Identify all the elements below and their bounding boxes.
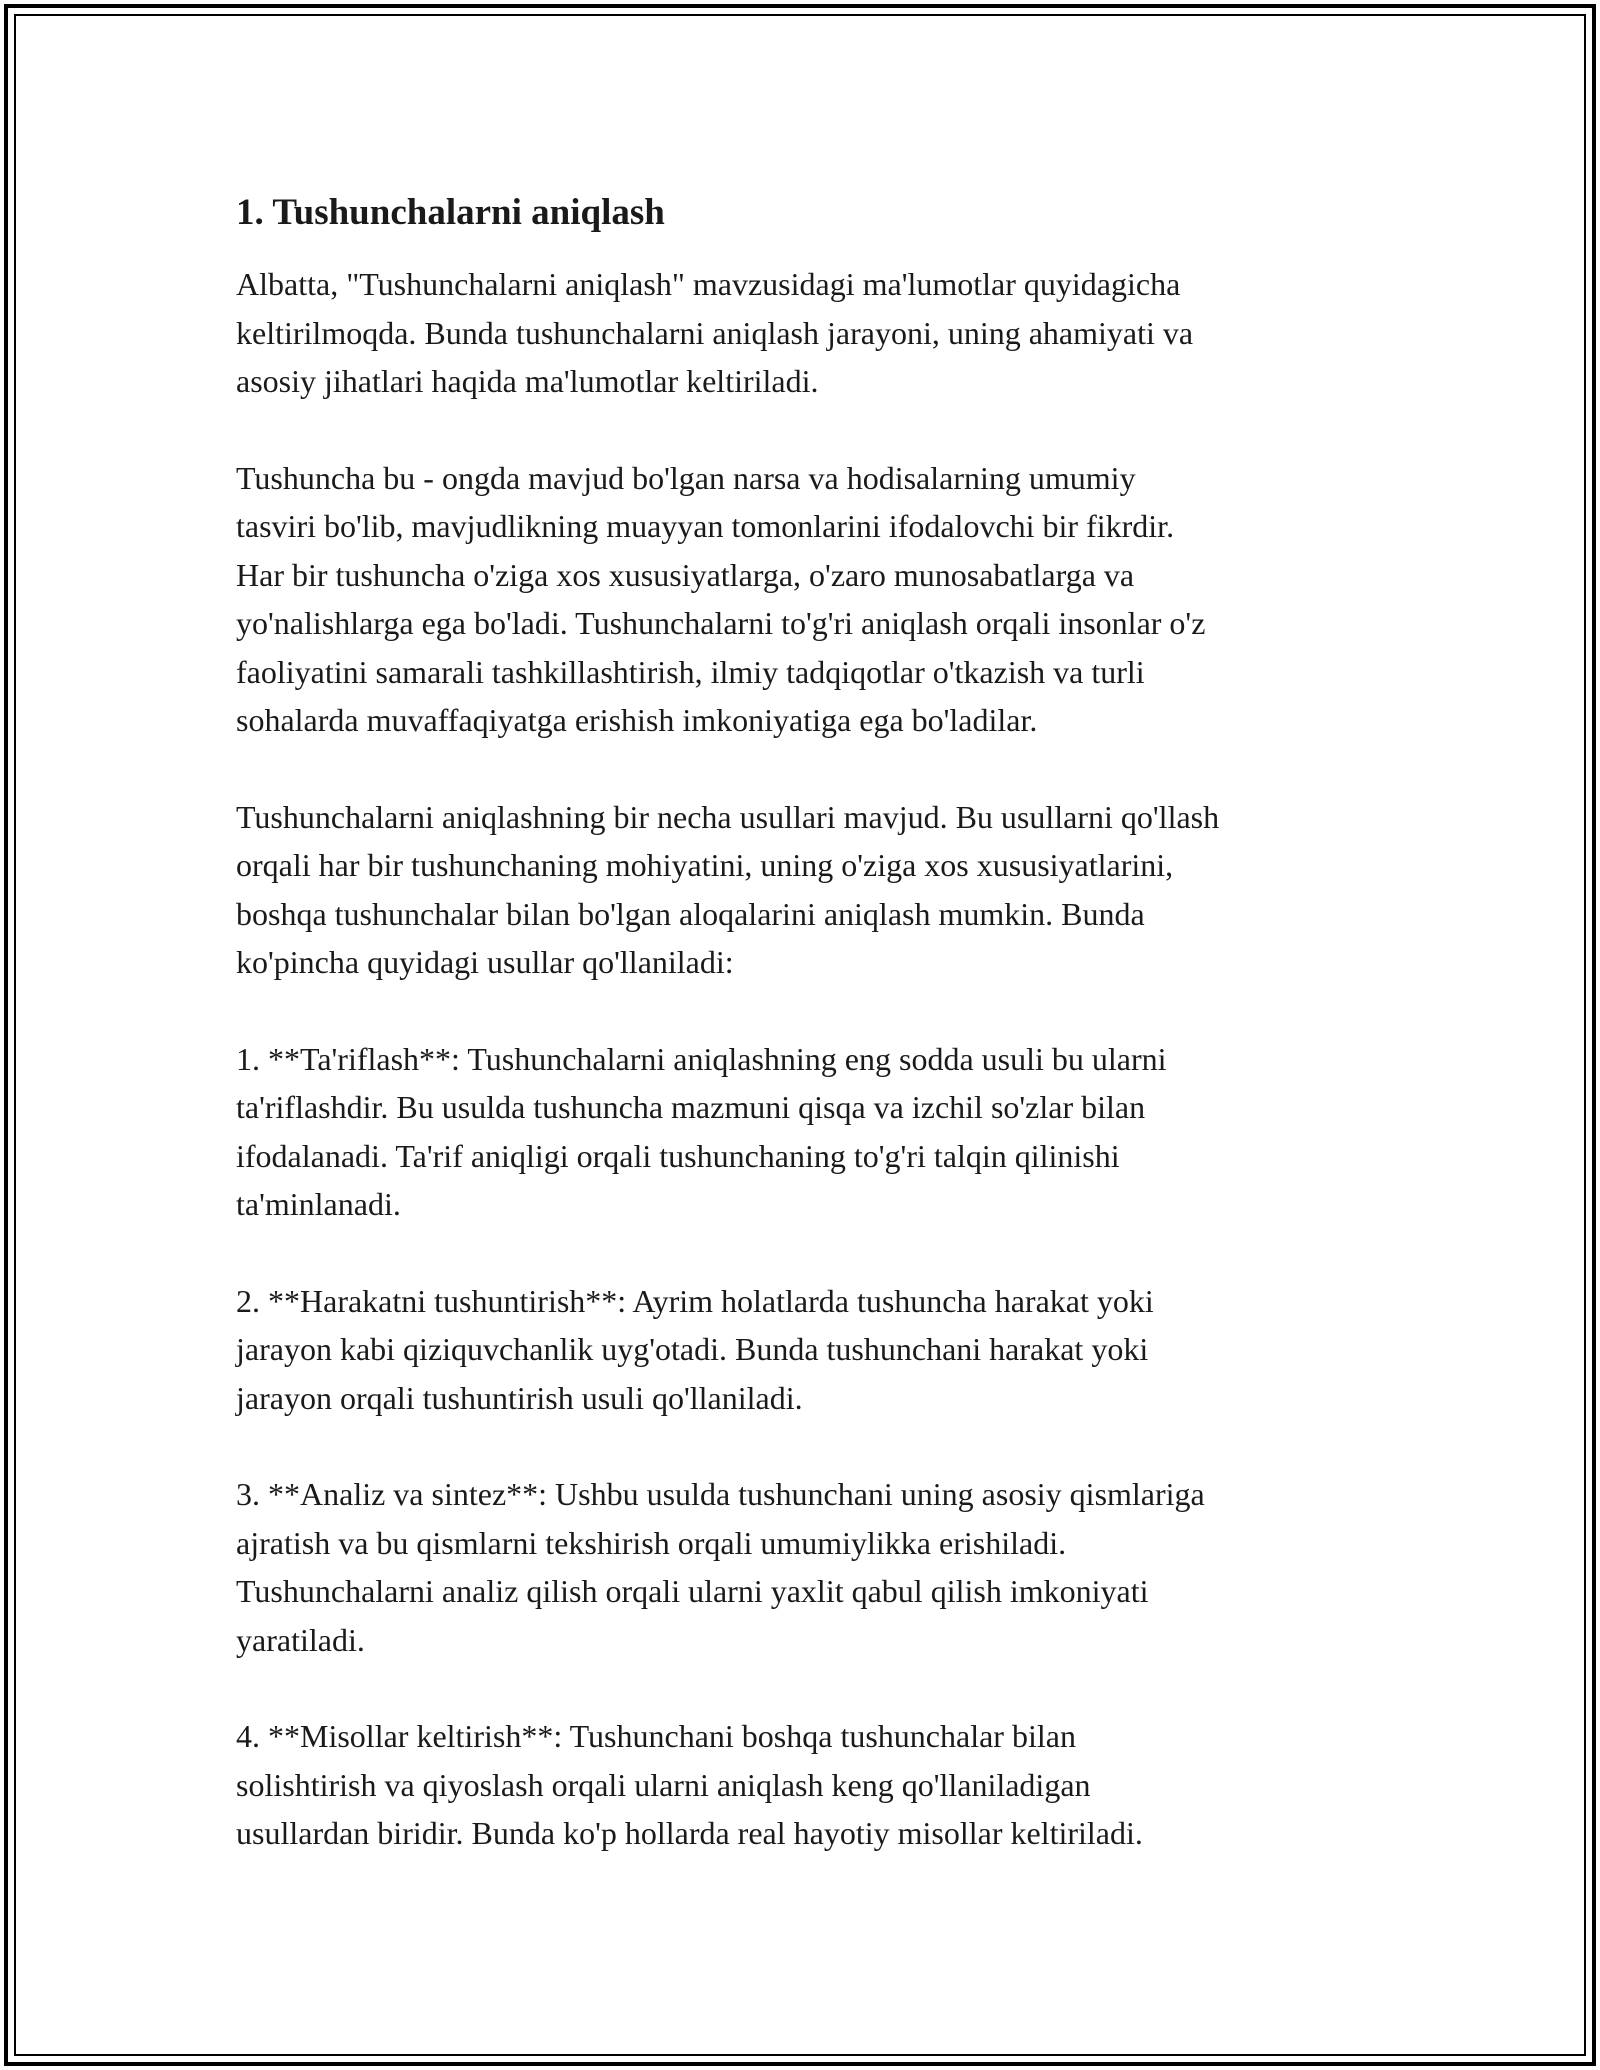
method-item-4: 4. **Misollar keltirish**: Tushunchani boshqa tushunchalar bilan solishtirish va qiyoslash orqali ularni aniqlash keng qo'llaniladigan usullardan biridir. Bunda ko'p hollarda real hayotiy misollar keltiriladi. xyxy=(236,1718,1143,1851)
method-item-2: 2. **Harakatni tushuntirish**: Ayrim holatlarda tushuncha harakat yoki jarayon kabi qiziquvchanlik uyg'otadi. Bunda tushunchani harakat yoki jarayon orqali tushuntirish usuli qo'llaniladi. xyxy=(236,1282,1154,1416)
definition-paragraph: Tushuncha bu - ongda mavjud bo'lgan narsa va hodisalarning umumiy tasviri bo'lib, mavjudlikning muayyan tomonlarini ifodalovchi bir fikrdir. Har bir tushuncha o'ziga xos xususiyatlarga, o'zaro munosabatlarga va yo'nalishlarga ega bo'ladi. Tushunchalarni to'g'ri aniqlash orqali insonlar o'z faoliyatini samarali tashkillashtirish, ilmiy tadqiqotlar o'tkazish va turli sohalarda muvaffaqiyatga erishish imkoniyatiga ega bo'ladilar. xyxy=(236,459,1206,738)
document-title: 1. Tushunchalarni aniqlash xyxy=(236,192,665,233)
method-item-1: 1. **Ta'riflash**: Tushunchalarni aniqlashning eng sodda usuli bu ularni ta'riflashdir. Bu usulda tushuncha mazmuni qisqa va izchil so'zlar bilan ifodalanadi. Ta'rif aniqligi orqali tushunchaning to'g'ri talqin qilinishi ta'minlanadi. xyxy=(236,1040,1167,1222)
intro-paragraph: Albatta, "Tushunchalarni aniqlash" mavzusidagi ma'lumotlar quyidagicha keltirilmoqda. Bunda tushunchalarni aniqlash jarayoni, uning ahamiyati va asosiy jihatlari haqida ma'lumotlar keltiriladi. xyxy=(236,266,1194,399)
method-item-3: 3. **Analiz va sintez**: Ushbu usulda tushunchani uning asosiy qismlariga ajratish va bu qismlarni tekshirish orqali umumiylikka erishiladi. Tushunchalarni analiz qilish orqali ularni yaxlit qabul qilish imkoniyati yaratiladi. xyxy=(236,1476,1205,1658)
document-body xyxy=(236,186,1386,1906)
methods-intro-paragraph: Tushunchalarni aniqlashning bir necha usullari mavjud. Bu usullarni qo'llash orqali har bir tushunchaning mohiyatini, uning o'ziga xos xususiyatlarini, boshqa tushunchalar bilan bo'lgan aloqalarini aniqlash mumkin. Bunda ko'pincha quyidagi usullar qo'llaniladi: xyxy=(236,798,1220,980)
